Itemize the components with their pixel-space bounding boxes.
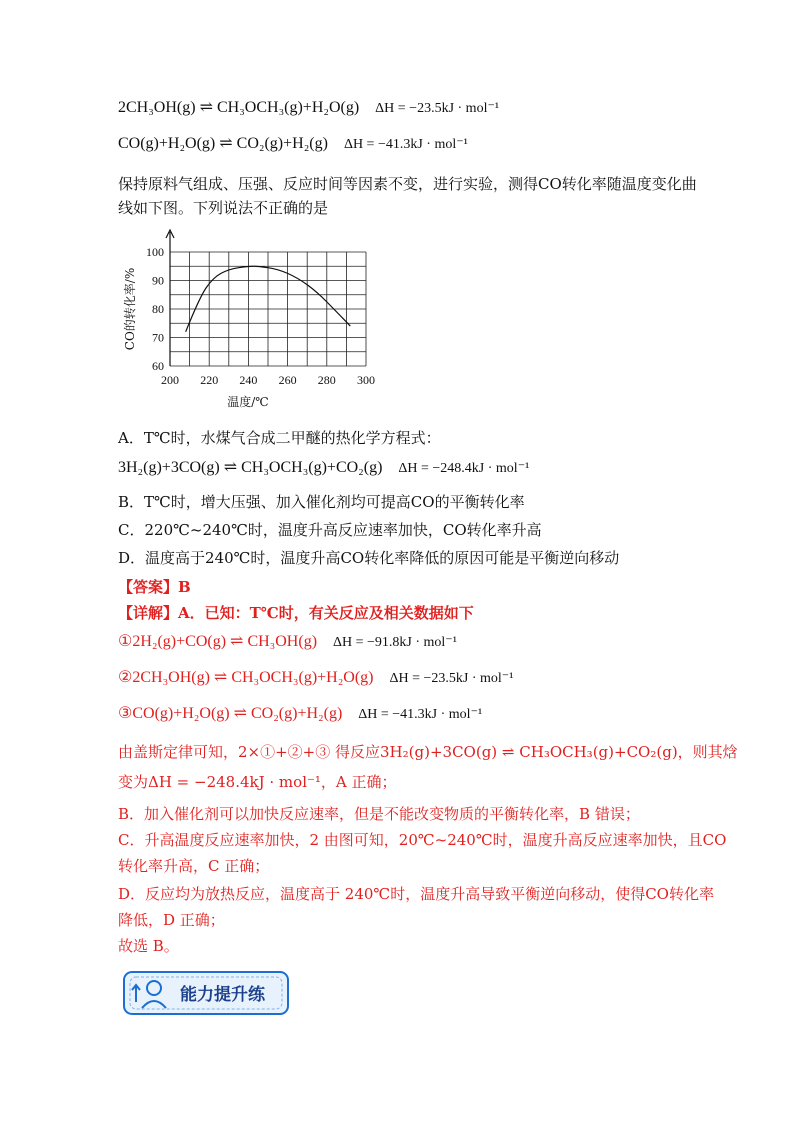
- y-axis-label: CO的转化率/%: [123, 267, 137, 351]
- chart-axes: [166, 230, 174, 366]
- equation-formula: CO(g)+H₂O(g) ⇌ CO₂(g)+H₂(g): [118, 135, 328, 152]
- reaction-1: [118, 632, 457, 653]
- hess-line-2: 变为ΔH = −248.4kJ · mol⁻¹，A 正确；: [118, 773, 397, 791]
- y-tick-label: 100: [146, 245, 164, 259]
- chart-grid: [170, 252, 366, 366]
- question-text-line-1: 保持原料气组成、压强、反应时间等因素不变，进行实验，测得CO转化率随温度变化曲: [118, 175, 697, 193]
- conclusion: 故选 B。: [118, 937, 179, 955]
- equation-formula: 3H₂(g)+3CO(g) ⇌ CH₃OCH₃(g)+CO₂(g): [118, 459, 383, 476]
- reaction-3: [118, 704, 482, 725]
- explain-b: B．加入催化剂可以加快反应速率，但是不能改变物质的平衡转化率，B 错误；: [118, 805, 640, 823]
- y-tick-label: 60: [152, 359, 164, 373]
- option-d: D．温度高于240℃时，温度升高CO转化率降低的原因可能是平衡逆向移动: [118, 549, 620, 567]
- explain-d-line-1: D．反应均为放热反应，温度高于 240℃时，温度升高导致平衡逆向移动，使得CO转化率: [118, 885, 714, 903]
- x-tick-label: 300: [357, 373, 375, 387]
- hess-line-1: 由盖斯定律可知，2×①+②+③ 得反应3H₂(g)+3CO(g) ⇌ CH₃OCH₃(g)+CO₂(g)，则其焓: [118, 743, 738, 761]
- equation-formula: ①2H₂(g)+CO(g) ⇌ CH₃OH(g): [118, 633, 318, 650]
- enthalpy-value: ΔH = −23.5kJ · mol⁻¹: [389, 671, 514, 686]
- answer: 【答案】B: [118, 578, 191, 596]
- detail-intro: 【详解】A．已知：T℃时，有关反应及相关数据如下: [118, 604, 474, 622]
- co-conversion-chart: [118, 222, 398, 412]
- x-tick-label: 260: [278, 373, 297, 387]
- explain-c-line-1: C．升高温度反应速率加快，2 由图可知，20℃~240℃时，温度升高反应速率加快，且CO: [118, 831, 727, 849]
- x-tick-label: 240: [239, 373, 258, 387]
- explain-d-line-2: 降低，D 正确；: [118, 911, 225, 929]
- option-c: C．220℃~240℃时，温度升高反应速率加快，CO转化率升高: [118, 521, 542, 539]
- option-b: B．T℃时，增大压强、加入催化剂均可提高CO的平衡转化率: [118, 493, 525, 511]
- x-tick-label: 200: [161, 373, 179, 387]
- y-tick-label: 70: [152, 330, 164, 345]
- x-tick-label: 220: [200, 373, 219, 387]
- equation-formula: ③CO(g)+H₂O(g) ⇌ CO₂(g)+H₂(g): [118, 705, 343, 722]
- equation-top-2: [118, 134, 468, 155]
- option-a: A．T℃时，水煤气合成二甲醚的热化学方程式：: [118, 429, 441, 447]
- option-a-equation: [118, 458, 529, 479]
- enthalpy-value: ΔH = −41.3kJ · mol⁻¹: [358, 707, 483, 722]
- x-axis-label: 温度/℃: [227, 395, 269, 409]
- enthalpy-value: ΔH = −248.4kJ · mol⁻¹: [398, 461, 530, 476]
- equation-formula: 2CH₃OH(g) ⇌ CH₃OCH₃(g)+H₂O(g): [118, 99, 360, 116]
- equation-top-1: [118, 98, 499, 119]
- enthalpy-value: ΔH = −91.8kJ · mol⁻¹: [333, 635, 457, 650]
- equation-formula: ②2CH₃OH(g) ⇌ CH₃OCH₃(g)+H₂O(g): [118, 669, 374, 686]
- question-text-line-2: 线如下图。下列说法不正确的是: [118, 199, 329, 217]
- enthalpy-value: ΔH = −41.3kJ · mol⁻¹: [343, 137, 468, 152]
- y-tick-label: 90: [152, 273, 164, 288]
- y-tick-label: 80: [152, 302, 164, 316]
- explain-c-line-2: 转化率升高，C 正确；: [118, 857, 270, 875]
- reaction-2: [118, 668, 513, 689]
- enthalpy-value: ΔH = −23.5kJ · mol⁻¹: [375, 101, 500, 116]
- ability-practice-banner: [122, 968, 292, 1018]
- banner-label: 能力提升练: [180, 985, 265, 1005]
- x-tick-label: 280: [317, 373, 336, 387]
